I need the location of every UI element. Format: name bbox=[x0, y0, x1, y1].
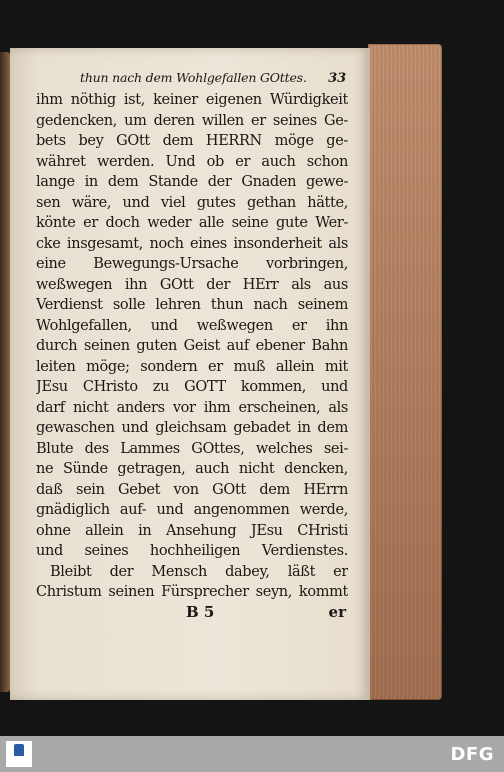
text-line: gewaschen und gleichsam gebadet in dem bbox=[36, 420, 348, 436]
text-line: darf nicht anders vor ihm erscheinen, als bbox=[36, 399, 348, 416]
running-header bbox=[36, 70, 348, 90]
text-line: cke insgesamt, noch eines insonderheit als bbox=[36, 235, 348, 252]
text-line: bets bey GOtt dem HERRN möge ge- bbox=[36, 133, 348, 149]
text-line: durch seinen guten Geist auf ebener Bahn bbox=[36, 338, 348, 354]
text-line: leiten möge; sondern er muß allein mit bbox=[36, 358, 348, 375]
page-footer bbox=[36, 603, 348, 623]
text-line: JEsu CHristo zu GOTT kommen, und bbox=[36, 379, 348, 395]
bottom-bar bbox=[0, 736, 504, 772]
catchword: er bbox=[328, 602, 346, 621]
body-text bbox=[36, 90, 348, 603]
text-line: eine Bewegungs-Ursache vorbringen, bbox=[36, 256, 348, 272]
page-text bbox=[36, 70, 348, 623]
text-line: ihm nöthig ist, keiner eigenen Würdigkeit bbox=[36, 92, 348, 108]
text-line: ne Sünde getragen, auch nicht dencken, bbox=[36, 461, 348, 477]
text-line: und seines hochheiligen Verdienstes. bbox=[36, 543, 348, 559]
text-line: währet werden. Und ob er auch schon bbox=[36, 153, 348, 170]
text-line: sen wäre, und viel gutes gethan hätte, bbox=[36, 194, 348, 211]
text-line: daß sein Gebet von GOtt dem HErrn bbox=[36, 481, 348, 498]
text-line: gnädiglich auf- und angenommen werde, bbox=[36, 502, 348, 518]
page-number: 33 bbox=[328, 71, 346, 86]
book-page-edges bbox=[368, 44, 442, 700]
text-line: Bleibt der Mensch dabey, läßt er bbox=[50, 563, 348, 580]
text-line: lange in dem Stande der Gnaden gewe- bbox=[36, 174, 348, 190]
text-line: Christum seinen Fürsprecher seyn, kommt bbox=[36, 584, 348, 600]
text-line: Wohlgefallen, und weßwegen er ihn bbox=[36, 317, 348, 334]
text-line: Blute des Lammes GOttes, welches sei- bbox=[36, 440, 348, 457]
text-line: gedencken, um deren willen er seines Ge- bbox=[36, 112, 348, 129]
previous-page-edge bbox=[0, 52, 10, 692]
text-line: könte er doch weder alle seine gute Wer- bbox=[36, 215, 348, 231]
signature-mark: B 5 bbox=[186, 602, 215, 621]
text-line: Verdienst solle lehren thun nach seinem bbox=[36, 297, 348, 313]
text-line: weßwegen ihn GOtt der HErr als aus bbox=[36, 276, 348, 293]
running-title: thun nach dem Wohlgefallen GOttes. bbox=[80, 70, 307, 85]
text-line: ohne allein in Ansehung JEsu CHristi bbox=[36, 522, 348, 539]
library-logo-icon[interactable] bbox=[6, 741, 32, 767]
dfg-logo[interactable]: DFG bbox=[450, 743, 494, 765]
